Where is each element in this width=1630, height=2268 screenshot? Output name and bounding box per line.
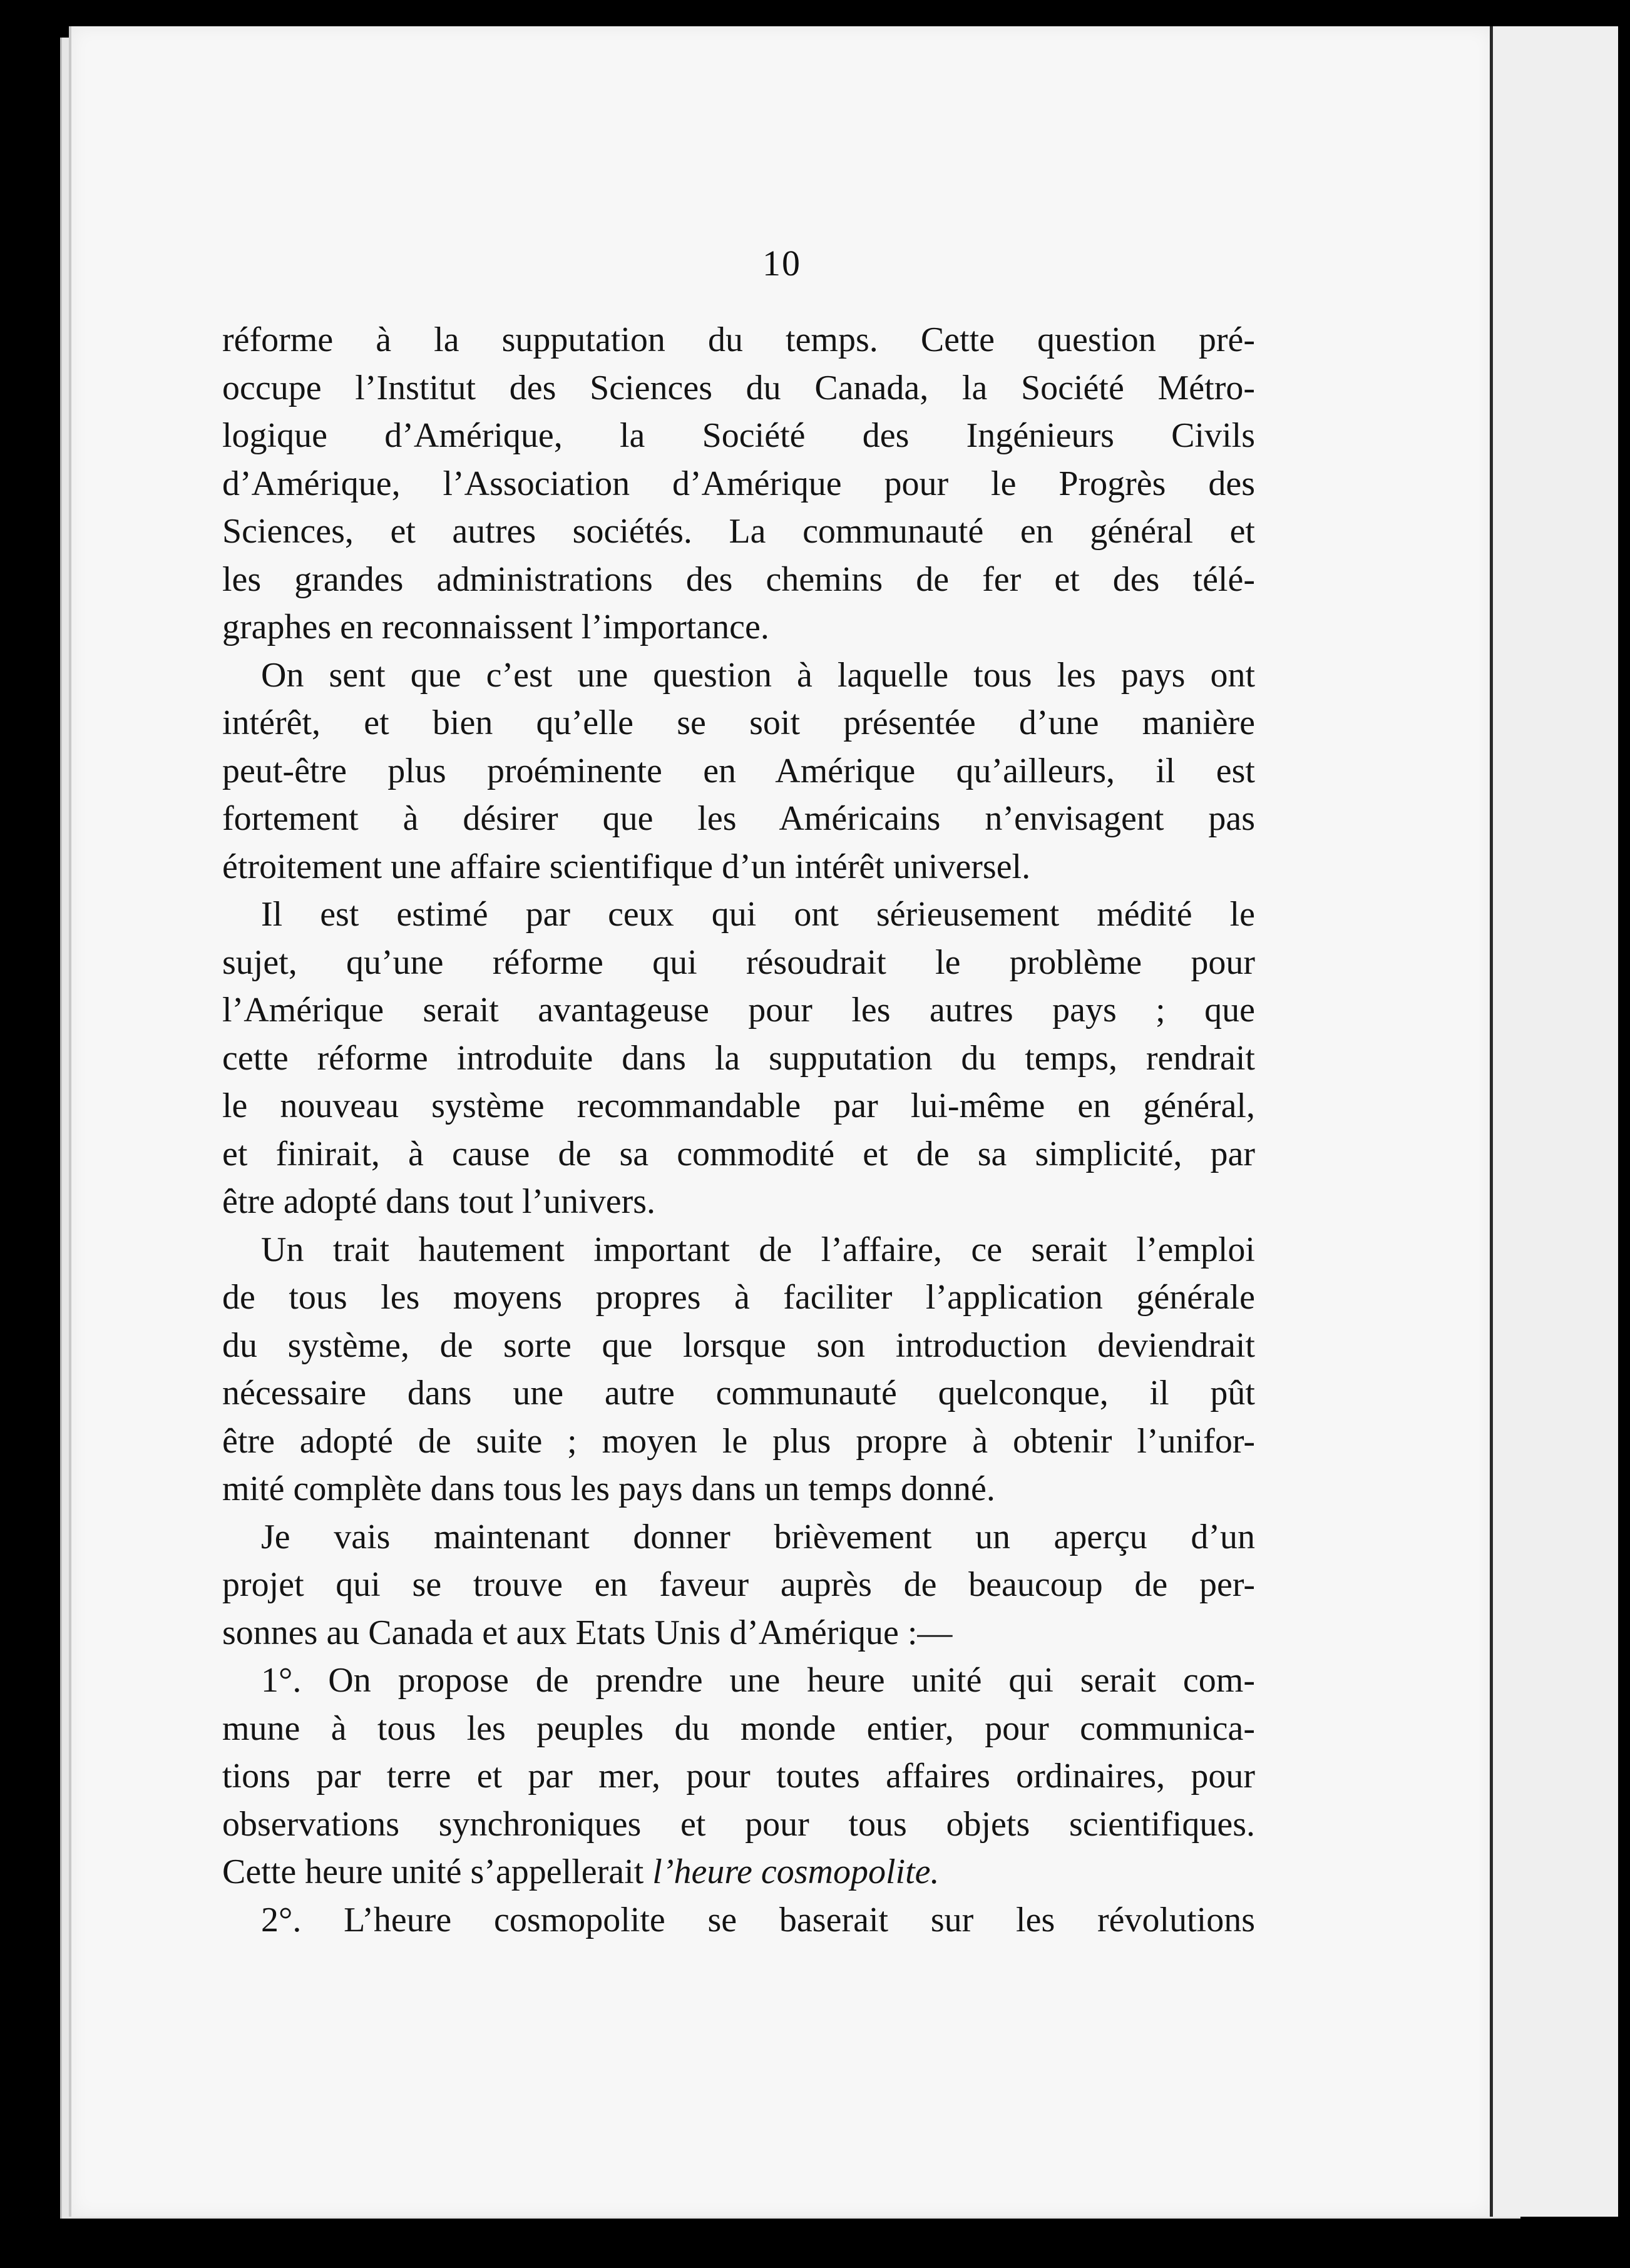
text-line: cette réforme introduite dans la supputation du temps, rendrait	[222, 1038, 1255, 1078]
text-line: sujet, qu’une réforme qui résoudrait le problème pour	[222, 942, 1255, 982]
text-line: occupe l’Institut des Sciences du Canada, la Société Métro-	[222, 368, 1255, 407]
text-line: 1°. On propose de prendre une heure unité qui serait com-	[261, 1661, 1255, 1700]
text-line: observations synchroniques et pour tous objets scientifiques.	[222, 1804, 1255, 1844]
text-line: mune à tous les peuples du monde entier, pour communica-	[222, 1709, 1255, 1748]
text-line: On sent que c’est une question à laquelle tous les pays ont	[261, 655, 1255, 695]
page-number: 10	[762, 243, 801, 284]
text-line: étroitement une affaire scientifique d’un intérêt universel.	[222, 847, 1031, 886]
text-line: d’Amérique, l’Association d’Amérique pour le Progrès des	[222, 464, 1255, 503]
text-line-roman: Cette heure unité s’appellerait	[222, 1852, 653, 1891]
text-line: Je vais maintenant donner brièvement un aperçu d’un	[261, 1517, 1255, 1556]
text-line: 2°. L’heure cosmopolite se baserait sur les révolutions	[261, 1900, 1255, 1939]
text-line: nécessaire dans une autre communauté quelconque, il pût	[222, 1374, 1255, 1412]
text-line: sonnes au Canada et aux Etats Unis d’Amérique :—	[222, 1613, 953, 1652]
text-line: Il est estimé par ceux qui ont sérieusement médité le	[261, 895, 1255, 934]
text-line: projet qui se trouve en faveur auprès de beaucoup de per-	[222, 1565, 1255, 1604]
text-line: et finirait, à cause de sa commodité et de sa simplicité, par	[222, 1134, 1255, 1173]
adjacent-page-edge	[1490, 26, 1618, 2217]
text-line: le nouveau système recommandable par lui-même en général,	[222, 1086, 1255, 1125]
text-line: fortement à désirer que les Américains n’envisagent pas	[222, 799, 1255, 838]
body-text	[222, 316, 1255, 1944]
text-line: mité complète dans tous les pays dans un temps donné.	[222, 1469, 995, 1508]
text-line: réforme à la supputation du temps. Cette question pré-	[222, 320, 1255, 359]
text-line: de tous les moyens propres à faciliter l’application générale	[222, 1278, 1255, 1317]
text-line: Un trait hautement important de l’affaire, ce serait l’emploi	[261, 1230, 1255, 1269]
text-line: peut-être plus proéminente en Amérique qu’ailleurs, il est	[222, 751, 1255, 790]
text-line-italic: l’heure cosmopolite.	[652, 1852, 940, 1891]
text-line: être adopté dans tout l’univers.	[222, 1182, 656, 1221]
text-line	[222, 1848, 1255, 1896]
text-line: être adopté de suite ; moyen le plus propre à obtenir l’unifor-	[222, 1421, 1255, 1461]
text-line: du système, de sorte que lorsque son introduction deviendrait	[222, 1326, 1255, 1365]
text-line: Sciences, et autres sociétés. La communauté en général et	[222, 512, 1255, 551]
text-line: logique d’Amérique, la Société des Ingénieurs Civils	[222, 416, 1255, 455]
text-line: tions par terre et par mer, pour toutes affaires ordinaires, pour	[222, 1757, 1255, 1796]
text-line: intérêt, et bien qu’elle se soit présentée d’une manière	[222, 703, 1255, 742]
text-line: l’Amérique serait avantageuse pour les autres pays ; que	[222, 991, 1255, 1029]
text-line: graphes en reconnaissent l’importance.	[222, 608, 769, 646]
text-line: les grandes administrations des chemins de fer et des télé-	[222, 559, 1255, 599]
